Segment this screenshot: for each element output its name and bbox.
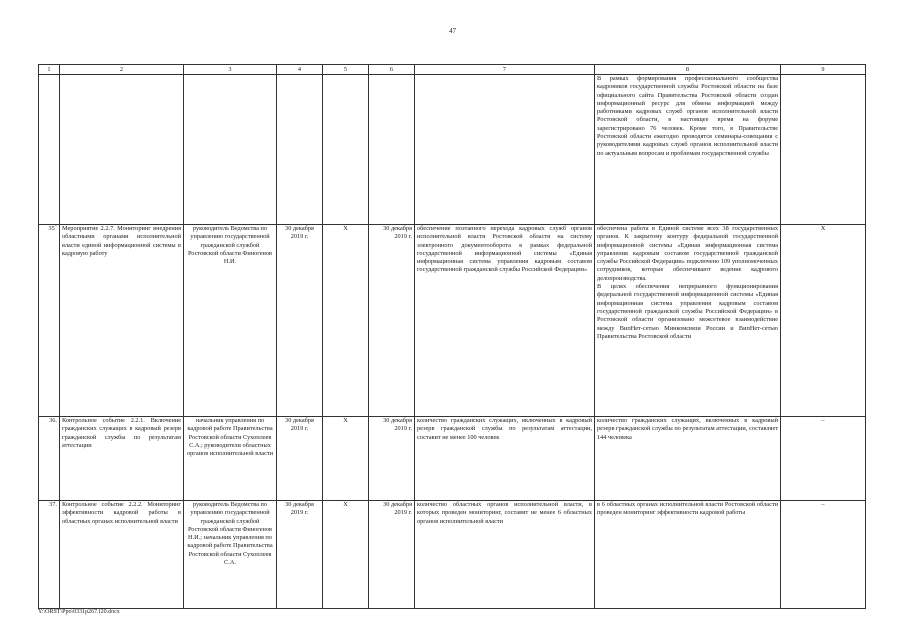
col-header-8: 8 bbox=[595, 65, 781, 75]
responsible-cell: начальник управления по кадровой работе Правительства Ростовской области Сухоплеев С.А.; руководители областных органов исполнительной власти bbox=[184, 417, 277, 501]
table-row bbox=[39, 225, 866, 417]
plan-date-cell: 30 декабря 2019 г. bbox=[277, 225, 323, 417]
responsible-cell: руководитель Ведомства по управлению государственной гражданской службой Ростовской области Финогенов Н.И. bbox=[184, 225, 277, 417]
continuation-row bbox=[39, 75, 866, 225]
planned-result-cell: количество областных органов исполнительной власти, в которых проведен мониторинг, составит не менее 6 областных органов исполнительной власти bbox=[415, 501, 595, 609]
col-header-6: 6 bbox=[369, 65, 415, 75]
fact-date-cell: 30 декабря 2019 г. bbox=[369, 417, 415, 501]
continuation-result-cell: В рамках формирования профессионального сообщества кадровиков государственной службы Ростовской области на базе официального сайта Правительства Ростовской области создан информационный ресурс для обмена информацией между работниками кадровых служб органов исполнительной власти Ростовской области, в настоящее время на форуме зарегистрировано 76 человек. Кроме того, в Правительстве Ростовской области ежегодно проводятся семинары-совещания с руководителями кадровых служб органов исполнительной власти по актуальным вопросам и проблемам государственной службы bbox=[595, 75, 781, 225]
row-number: $35^1$ bbox=[39, 225, 60, 417]
plan-date-cell: 30 декабря 2019 г. bbox=[277, 417, 323, 501]
col-header-7: 7 bbox=[415, 65, 595, 75]
fact-date-cell: 30 декабря 2019 г. bbox=[369, 501, 415, 609]
event-cell: Контрольное событие 2.2.2. Мониторинг эффективности кадровой работы в областных органах исполнительной власти bbox=[60, 501, 184, 609]
row-number: 37. bbox=[39, 501, 60, 609]
col-header-9: 9 bbox=[781, 65, 866, 75]
col-header-2: 2 bbox=[60, 65, 184, 75]
fact-date-cell: 30 декабря 2019 г. bbox=[369, 225, 415, 417]
footer-file-path: Y:\ORST\Ppo\0331p267.f20.docx bbox=[38, 609, 120, 615]
col5-cell: X bbox=[323, 417, 369, 501]
planned-result-cell: обеспечение поэтапного перехода кадровых служб органов исполнительной власти Ростовской области на систему электронного документооборота в рамках федеральной государственной информационной системы «Единая информационная система управления кадровым составом государственной гражданской службы Российской Федерации» bbox=[415, 225, 595, 417]
page-number: 47 bbox=[449, 27, 456, 35]
col9-cell: – bbox=[781, 501, 866, 609]
col5-cell: X bbox=[323, 225, 369, 417]
responsible-cell: руководитель Ведомства по управлению государственной гражданской службой Ростовской области Финогенов Н.И.; начальник управления по кадровой работе Правительства Ростовской области Сухоплеев С.А. bbox=[184, 501, 277, 609]
col-header-3: 3 bbox=[184, 65, 277, 75]
col-header-5: 5 bbox=[323, 65, 369, 75]
actual-result-cell: в 6 областных органах исполнительной власти Ростовской области проведен мониторинг эффективности кадровой работы bbox=[595, 501, 781, 609]
report-table bbox=[38, 64, 866, 609]
planned-result-cell: количество гражданских служащих, включенных в кадровый резерв гражданской службы по результатам аттестации, составит не менее 100 человек bbox=[415, 417, 595, 501]
col9-cell: – bbox=[781, 417, 866, 501]
col9-cell: X bbox=[781, 225, 866, 417]
actual-result-cell: количество гражданских служащих, включенных в кадровый резерв гражданской службы по результатам аттестации, составляет 144 человека bbox=[595, 417, 781, 501]
col-header-1: 1 bbox=[39, 65, 60, 75]
column-number-row bbox=[39, 65, 866, 75]
table-row bbox=[39, 417, 866, 501]
plan-date-cell: 30 декабря 2019 г. bbox=[277, 501, 323, 609]
col-header-4: 4 bbox=[277, 65, 323, 75]
actual-result-cell: обеспечена работа в Единой системе всех 38 государственных органов. К закрытому контуру федеральной государственной информационной системы «Единая информационная система управления кадровым составом государственной гражданской службы Российской Федерации» подключено 109 уполномоченных сотрудников, которые обеспечивают ведение кадрового делопроизводства. В целях обеспечения непрерывного функционирования федеральной государственной информационной системы «Единая информационная система управления кадровым составом государственной гражданской службы Российской Федерации» в Ростовской области организовано межсетевое взаимодействие между ВипНет-сетью Минкомсвязи России и ВипНет-сетью Правительства Ростовской области bbox=[595, 225, 781, 417]
event-cell: Мероприятие 2.2.7. Мониторинг внедрения областными органами исполнительной власти единой информационной системы в кадровую работу bbox=[60, 225, 184, 417]
col5-cell: X bbox=[323, 501, 369, 609]
table-row bbox=[39, 501, 866, 609]
event-cell: Контрольное событие 2.2.1. Включение гражданских служащих в кадровый резерв гражданской службы по результатам аттестации bbox=[60, 417, 184, 501]
row-number: 36. bbox=[39, 417, 60, 501]
